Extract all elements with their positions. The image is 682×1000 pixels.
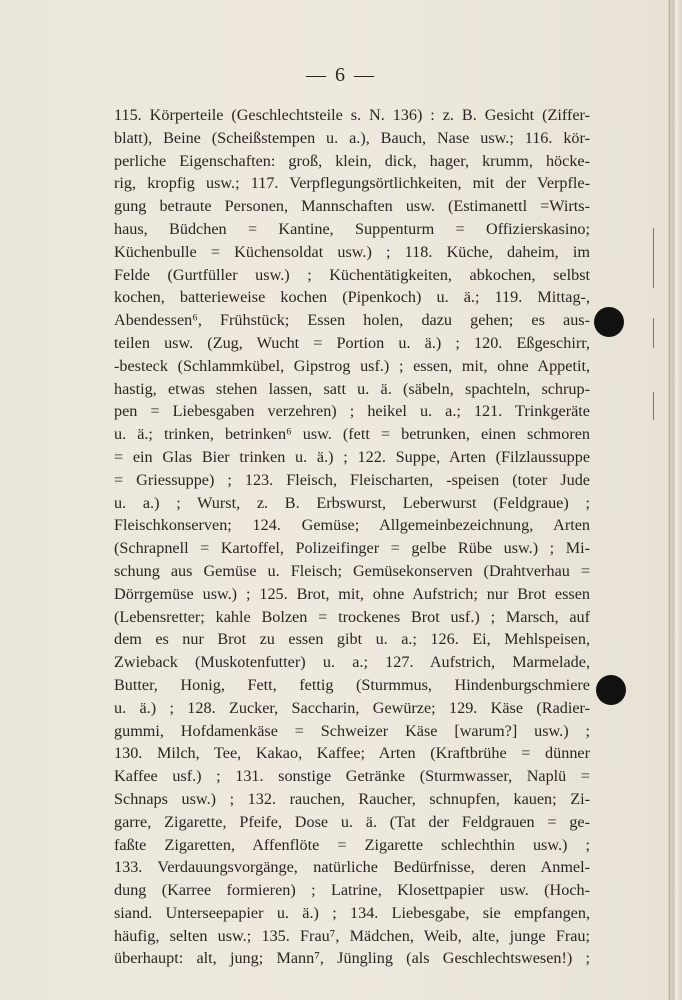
margin-mark (653, 318, 654, 348)
punch-hole (596, 675, 626, 705)
margin-mark (653, 228, 654, 288)
text-line: Küchenbulle = Küchensoldat usw.) ; 118. Küche, daheim, im (114, 242, 590, 261)
page-edge-line (669, 0, 670, 1000)
text-line: dung (Karree formieren) ; Latrine, Klosettpapier usw. (Hoch- (114, 881, 590, 900)
text-line: dem es nur Brot zu essen gibt u. a.; 126. Ei, Mehlspeisen, (114, 630, 590, 649)
text-line: Schnaps usw.) ; 132. rauchen, Raucher, schnupfen, kauen; Zi- (114, 789, 590, 808)
text-line: überhaupt: alt, jung; Mann⁷, Jüngling (als Geschlechtswesen!) ; (114, 949, 590, 968)
text-line: 130. Milch, Tee, Kakao, Kaffee; Arten (Kraftbrühe = dünner (114, 744, 590, 763)
text-line: Felde (Gurtfüller usw.) ; Küchentätigkeiten, abkochen, selbst (114, 265, 590, 284)
text-line: Kaffee usf.) ; 131. sonstige Getränke (Sturmwasser, Naplü = (114, 767, 590, 786)
text-line: faßte Zigaretten, Affenflöte = Zigarette schlechthin usw.) ; (114, 835, 590, 854)
punch-hole (594, 307, 624, 337)
text-line: kochen, batterieweise kochen (Pipenkoch) u. ä.; 119. Mittag-, (114, 288, 590, 307)
text-line: gung betraute Personen, Mannschaften usw. (Estimanettl =Wirts- (114, 197, 590, 216)
text-line: Zwieback (Muskotenfutter) u. a.; 127. Aufstrich, Marmelade, (114, 653, 590, 672)
text-line: blatt), Beine (Scheißstempen u. a.), Bauch, Nase usw.; 116. kör- (114, 128, 590, 147)
text-line: Fleischkonserven; 124. Gemüse; Allgemeinbezeichnung, Arten (114, 516, 590, 535)
text-line: u. ä.) ; 128. Zucker, Saccharin, Gewürze; 129. Käse (Radier- (114, 698, 590, 717)
text-line: 115. Körperteile (Geschlechtsteile s. N. 136) : z. B. Gesicht (Ziffer- (114, 106, 590, 124)
text-line: garre, Zigarette, Pfeife, Dose u. ä. (Tat der Feldgrauen = ge- (114, 812, 590, 831)
text-line: (Schrapnell = Kartoffel, Polizeifinger = gelbe Rübe usw.) ; Mi- (114, 539, 590, 558)
text-line: = Griessuppe) ; 123. Fleisch, Fleischarten, -speisen (toter Jude (114, 470, 590, 489)
text-line: hastig, etwas stehen lassen, satt u. ä. (säbeln, spachteln, schrup- (114, 379, 590, 398)
text-line: u. a.) ; Wurst, z. B. Erbswurst, Leberwurst (Feldgraue) ; (114, 493, 590, 512)
text-line: perliche Eigenschaften: groß, klein, dick, hager, krumm, höcke- (114, 151, 590, 170)
page-number: — 6 — (306, 64, 376, 86)
text-line: schung aus Gemüse u. Fleisch; Gemüsekonserven (Drahtverhau = (114, 561, 590, 580)
text-line: teilen usw. (Zug, Wucht = Portion u. ä.) ; 120. Eßgeschirr, (114, 333, 590, 352)
text-line: häufig, selten usw.; 135. Frau⁷, Mädchen, Weib, alte, junge Frau; (114, 926, 590, 945)
text-line: u. ä.; trinken, betrinken⁶ usw. (fett = betrunken, einen schmoren (114, 425, 590, 444)
text-line: pen = Liebesgaben verzehren) ; heikel u. a.; 121. Trinkgeräte (114, 402, 590, 421)
text-line: -besteck (Schlammkübel, Gipstrog usf.) ; essen, mit, ohne Appetit, (114, 356, 590, 375)
text-line: gummi, Hofdamenkäse = Schweizer Käse [warum?] usw.) ; (114, 721, 590, 740)
text-line: 133. Verdauungsvorgänge, natürliche Bedürfnisse, deren Anmel- (114, 858, 590, 877)
text-line: haus, Büdchen = Kantine, Suppenturm = Offizierskasino; (114, 219, 590, 238)
text-line: Butter, Honig, Fett, fettig (Sturmmus, Hindenburgschmiere (114, 675, 590, 694)
body-text (114, 104, 590, 970)
text-line: rig, kropfig usw.; 117. Verpflegungsörtlichkeiten, mit der Verpfle- (114, 174, 590, 193)
page-edge (668, 0, 682, 1000)
text-line: Abendessen⁶, Frühstück; Essen holen, dazu gehen; es aus- (114, 311, 590, 330)
margin-mark (653, 392, 654, 420)
text-line: (Lebensretter; kahle Bolzen = trockenes Brot usf.) ; Marsch, auf (114, 607, 590, 626)
text-line: Dörrgemüse usw.) ; 125. Brot, mit, ohne Aufstrich; nur Brot essen (114, 584, 590, 603)
text-line: siand. Unterseepapier u. ä.) ; 134. Liebesgabe, sie empfangen, (114, 903, 590, 922)
text-line: = ein Glas Bier trinken u. ä.) ; 122. Suppe, Arten (Filzlaussuppe (114, 447, 590, 466)
